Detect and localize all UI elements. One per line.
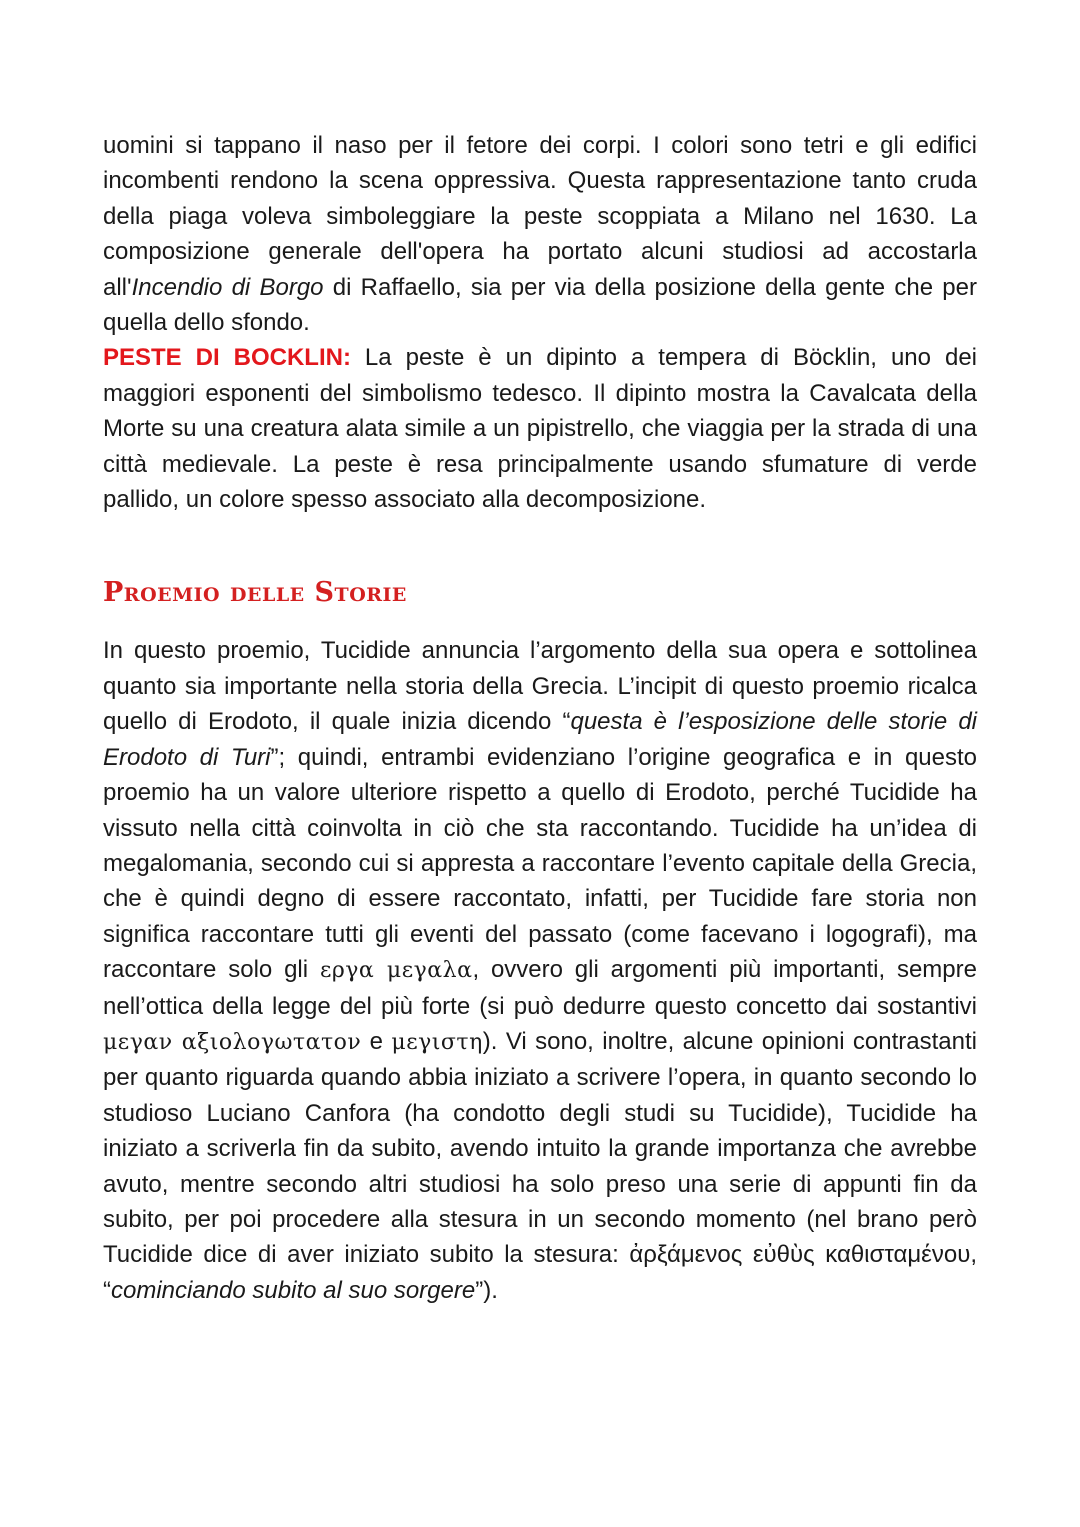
proemio-text-6: ”). — [475, 1276, 498, 1304]
proemio-text-2: ”; quindi, entrambi evidenziano l’origine geografica e in questo proemio ha un valore ulteriore rispetto a quello di Erodoto, perché Tucidide ha vissuto nella città coinvolta in ciò che sta raccontando. Tucidide ha un’idea di megalomania, secondo cui si appresta a raccontare l’evento capitale della Grecia, che è quindi degno di essere raccontato, infatti, per Tucidide fare storia non significa raccontare tutti gli eventi del passato (come facevano i logografi), ma raccontare solo gli — [103, 743, 977, 984]
erodoto-quote-italic: questa è l’esposizione delle storie di Erodoto di Turi — [103, 708, 978, 771]
translation-italic: cominciando subito al suo sorgere — [111, 1276, 476, 1304]
proemio-text-5: ). Vi sono, inoltre, alcune opinioni contrastanti per quanto riguarda quando abbia iniziato a scrivere l’opera, in quanto secondo lo studioso Luciano Canfora (ha condotto degli studi su Tucidide), Tucidide ha iniziato a scriverla fin da subito, avendo intuito la grande importanza che avrebbe avuto, mentre secondo altri studiosi ha solo preso una serie di appunti fin da subito, per poi procedere alla stesura in un secondo momento (nel brano però Tucidide dice di aver iniziato subito la stesura: ἀρξάμενος εὐθὺς καθισταμένου, “ — [103, 1027, 977, 1304]
section-title: Proemio delle Storie — [103, 577, 407, 609]
bocklin-text: La peste è un dipinto a tempera di Böcklin, uno dei maggiori esponenti del simbolismo tedesco. Il dipinto mostra la Cavalcata della Morte su una creatura alata simile a un pipistrello, che viaggia per la strada di una città medievale. La peste è resa principalmente usando sfumature di verde pallido, un colore spesso associato alla decomposizione. — [103, 344, 977, 514]
document-page — [103, 128, 977, 1308]
proemio-text-1: In questo proemio, Tucidide annuncia l’argomento della sua opera e sottolinea quanto sia importante nella storia della Grecia. L’incipit di questo proemio ricalca quello di Erodoto, il quale inizia dicendo “ — [103, 637, 977, 736]
intro-paragraph — [103, 128, 977, 340]
greek-term-megan: μεγαν αξιολογωτατον — [103, 1029, 362, 1055]
proemio-paragraph — [103, 633, 977, 1308]
proemio-text-4: e — [361, 1027, 392, 1055]
painting-title-italic: Incendio di Borgo — [131, 273, 324, 301]
bocklin-paragraph — [103, 340, 977, 517]
proemio-text-3: , ovvero gli argomenti più importanti, sempre nell’ottica della legge del più forte (si può dedurre questo concetto dai sostantivi — [103, 956, 977, 1020]
greek-term-erga: εργα μεγαλα — [319, 958, 473, 984]
intro-text-2: di Raffaello, sia per via della posizione della gente che per quella dello sfondo. — [103, 273, 977, 337]
bocklin-label: PESTE DI BOCKLIN: — [103, 344, 351, 372]
intro-text-1: uomini si tappano il naso per il fetore dei corpi. I colori sono tetri e gli edifici incombenti rendono la scena oppressiva. Questa rappresentazione tanto cruda della piaga voleva simboleggiare la peste scoppiata a Milano nel 1630. La composizione generale dell'opera ha portato alcuni studiosi ad accostarla all' — [103, 132, 977, 301]
greek-term-megiste: μεγιστη — [391, 1029, 483, 1055]
